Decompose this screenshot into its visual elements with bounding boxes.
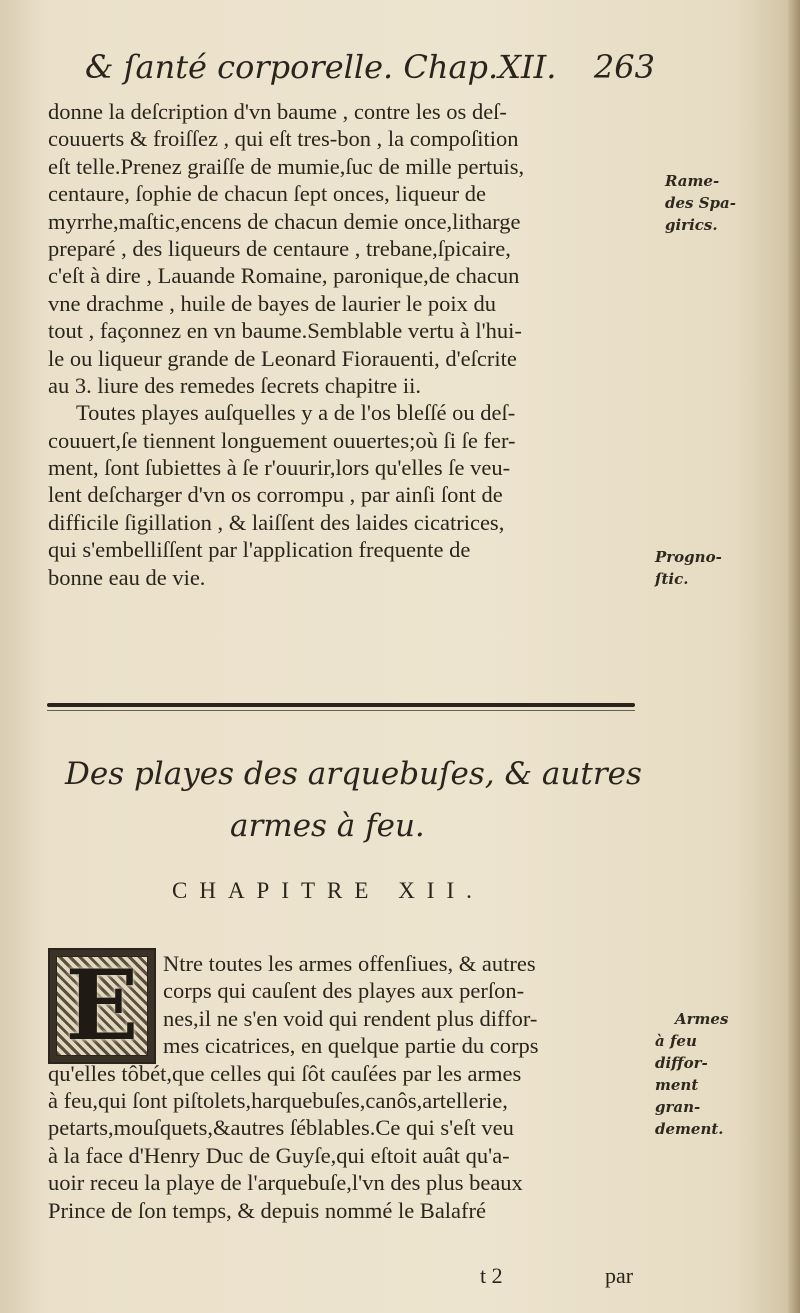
text-line: lent deſcharger d'vn os corrompu , par ainſi ſont de [48, 482, 503, 508]
text-line: corps qui cauſent des playes aux perſon- [163, 978, 525, 1004]
margin-note-remedes [665, 170, 736, 236]
section-divider [47, 703, 635, 707]
paragraph-3 [48, 950, 658, 1224]
text-line: couuerts & froiſſez , qui eſt tres-bon , la compoſition [48, 126, 519, 152]
section-title-line-2: armes à feu. [230, 808, 425, 844]
text-line: Toutes playes auſquelles y a de l'os bleſſé ou deſ- [76, 400, 516, 426]
margin-note-line: Progno- [655, 548, 722, 566]
text-line: le ou liqueur grande de Leonard Fiorauenti, d'eſcrite [48, 345, 517, 371]
section-title [65, 748, 665, 852]
running-header [85, 48, 655, 98]
paragraph-1 [48, 98, 648, 591]
catchword: par [605, 1263, 634, 1288]
text-line: vne drachme , huile de bayes de laurier le poix du [48, 290, 496, 316]
text-line: petarts,mouſquets,&autres ſéblables.Ce qui s'eſt veu [48, 1115, 514, 1141]
text-line: Prince de ſon temps, & depuis nommé le Balafré [48, 1197, 487, 1223]
section-title-line-1: Des playes des arquebuſes, & autres [65, 756, 642, 792]
text-line: à feu,qui ſont piſtolets,harquebuſes,canôs,artellerie, [48, 1087, 508, 1113]
margin-note-line: des Spa- [665, 194, 736, 212]
signature-mark: t 2 [480, 1263, 503, 1288]
text-line: mes cicatrices, en quelque partie du corps [163, 1033, 539, 1059]
text-line: Ntre toutes les armes offenſiues, & autres [163, 951, 536, 976]
chapter-heading: CHAPITRE XII. [172, 878, 484, 903]
text-line: nes,il ne s'en void qui rendent plus diffor- [163, 1005, 538, 1031]
margin-note-armes [655, 1008, 728, 1140]
text-line: difficile ſigillation , & laiſſent des laides cicatrices, [48, 509, 505, 535]
text-line: bonne eau de vie. [48, 564, 206, 590]
margin-note-prognostic [655, 546, 722, 590]
margin-note-line: girics. [665, 216, 718, 234]
running-title: & ſanté corporelle. Chap.XII. [85, 48, 557, 86]
section-divider-thin [47, 710, 635, 711]
text-line: à la face d'Henry Duc de Guyſe,qui eſtoit auât qu'a- [48, 1142, 510, 1168]
text-line: qui s'embelliſſent par l'application frequente de [48, 537, 471, 563]
margin-note-line: diffor- [655, 1054, 708, 1072]
text-line: qu'elles tôbét,que celles qui ſôt cauſées par les armes [48, 1060, 522, 1086]
text-line: tout , façonnez en vn baume.Semblable vertu à l'hui- [48, 318, 522, 344]
text-line: centaure, ſophie de chacun ſept onces, liqueur de [48, 181, 486, 207]
text-line: donne la deſcription d'vn baume , contre les os deſ- [48, 99, 507, 124]
page-edge [788, 0, 800, 1313]
margin-note-line: dement. [655, 1120, 724, 1138]
margin-note-line: à feu [655, 1032, 697, 1050]
text-line: au 3. liure des remedes ſecrets chapitre ii. [48, 372, 421, 398]
text-line: c'eſt à dire , Lauande Romaine, paronique,de chacun [48, 263, 520, 289]
margin-note-line: Rame- [665, 172, 720, 190]
margin-note-line: Armes [675, 1010, 729, 1028]
text-line: preparé , des liqueurs de centaure , trebane,ſpicaire, [48, 235, 511, 261]
text-line: couuert,ſe tiennent longuement ouuertes;où ſi ſe fer- [48, 427, 516, 453]
text-line: myrrhe,maſtic,encens de chacun demie once,litharge [48, 208, 521, 234]
initial-letter: E [65, 949, 139, 1062]
margin-note-line: ſtic. [655, 570, 689, 588]
text-line: uoir receu la playe de l'arquebuſe,l'vn des plus beaux [48, 1170, 523, 1196]
text-line: eſt telle.Prenez graiſſe de mumie,ſuc de mille pertuis, [48, 153, 525, 179]
margin-note-line: gran- [655, 1098, 701, 1116]
page-number: 263 [593, 48, 655, 86]
margin-note-line: ment [655, 1076, 699, 1094]
text-line: ment, ſont ſubiettes à ſe r'ouurir,lors qu'elles ſe veu- [48, 455, 511, 481]
